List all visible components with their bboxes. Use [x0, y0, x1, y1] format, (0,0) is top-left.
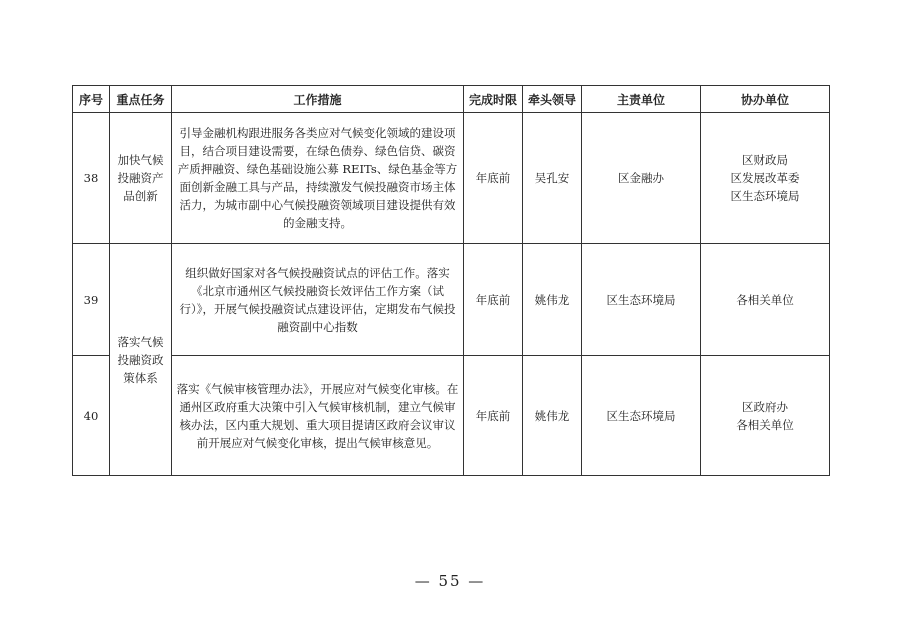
lead-unit: 区生态环境局 — [582, 356, 701, 476]
work-measure: 组织做好国家对各气候投融资试点的评估工作。落实《北京市通州区气候投融资长效评估工作方案（试行）》，开展气候投融资试点建设评估，定期发布气候投融资副中心指数 — [172, 244, 464, 356]
assist-unit: 各相关单位 — [736, 417, 794, 432]
table-row — [73, 113, 830, 244]
work-measure: 引导金融机构跟进服务各类应对气候变化领域的建设项目，结合项目建设需要，在绿色债券、绿色信贷、碳资产质押融资、绿色基础设施公募 REITs、绿色基金等方面创新金融工具与产品，持续激发气候投融资市场主体活力，为城市副中心气候投融资领域项目建设提供有效的金融支持。 — [172, 113, 464, 244]
key-task-line: 落实气候 — [117, 334, 164, 349]
lead-leader: 姚伟龙 — [523, 356, 582, 476]
row-no: 39 — [73, 244, 110, 356]
key-task-line: 加快气候 — [117, 153, 164, 167]
lead-leader: 姚伟龙 — [523, 244, 582, 356]
key-task-line: 投融资政 — [117, 352, 164, 367]
header-deadline: 完成时限 — [464, 86, 523, 113]
assist-unit: 各相关单位 — [736, 292, 794, 307]
assist-units-cell — [701, 113, 830, 244]
assist-unit: 区生态环境局 — [730, 189, 800, 203]
table-row — [73, 356, 830, 476]
key-task-cell — [110, 244, 172, 476]
header-leader: 牵头领导 — [523, 86, 582, 113]
row-no: 38 — [73, 113, 110, 244]
deadline: 年底前 — [464, 113, 523, 244]
deadline: 年底前 — [464, 356, 523, 476]
assist-unit: 区发展改革委 — [730, 171, 800, 185]
header-assist-units: 协办单位 — [701, 86, 830, 113]
header-measure: 工作措施 — [172, 86, 464, 113]
header-no: 序号 — [73, 86, 110, 113]
lead-unit: 区金融办 — [582, 113, 701, 244]
lead-leader: 吴孔安 — [523, 113, 582, 244]
assist-unit: 区政府办 — [742, 399, 788, 414]
key-task-line: 策体系 — [123, 370, 158, 385]
assist-unit: 区财政局 — [742, 153, 788, 167]
key-task-cell — [110, 113, 172, 244]
work-measure: 落实《气候审核管理办法》，开展应对气候变化审核。在通州区政府重大决策中引入气候审核机制，建立气候审核办法，区内重大规划、重大项目提请区政府会议审议前开展应对气候变化审核，提出气候审核意见。 — [172, 356, 464, 476]
header-lead-unit: 主责单位 — [582, 86, 701, 113]
lead-unit: 区生态环境局 — [582, 244, 701, 356]
assist-units-cell — [701, 356, 830, 476]
table-row — [73, 244, 830, 356]
assist-units-cell — [701, 244, 830, 356]
table-header-row — [73, 86, 830, 113]
header-task: 重点任务 — [110, 86, 172, 113]
work-plan-table — [72, 85, 830, 476]
page-number: — 55 — — [414, 572, 486, 590]
key-task-line: 品创新 — [123, 189, 158, 203]
deadline: 年底前 — [464, 244, 523, 356]
key-task-line: 投融资产 — [117, 171, 164, 185]
row-no: 40 — [73, 356, 110, 476]
